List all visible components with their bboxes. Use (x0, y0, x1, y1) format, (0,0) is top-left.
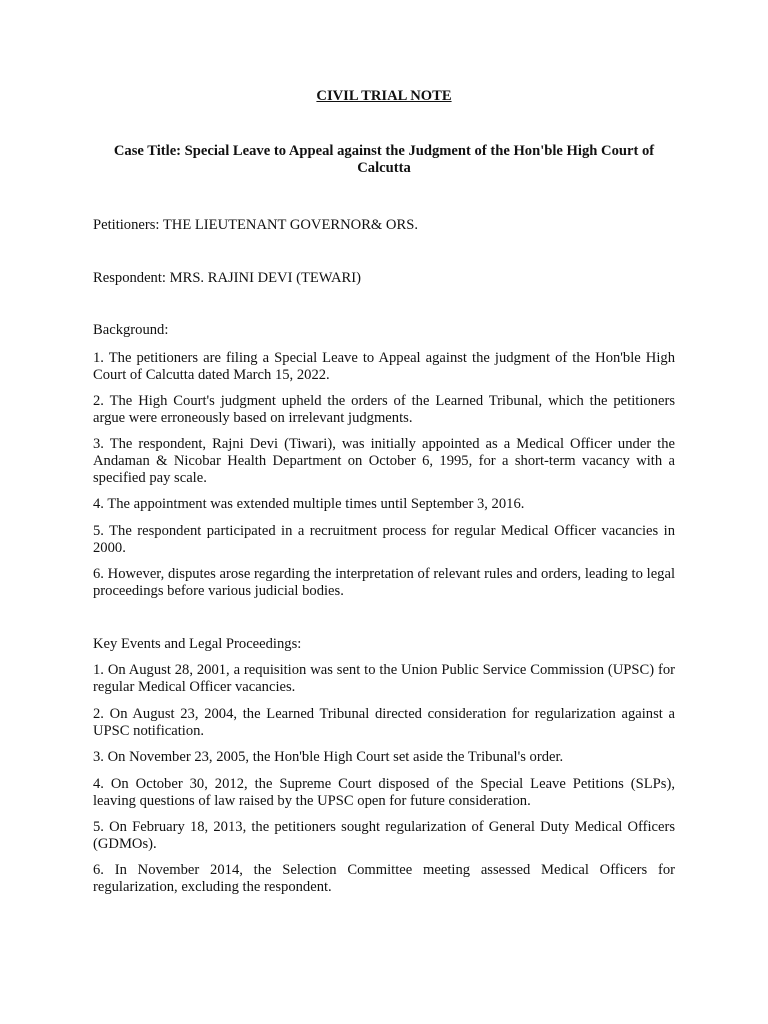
background-item-6: 6. However, disputes arose regarding the interpretation of relevant rules and orders, leading to legal proceedings before various judicial bodies. (93, 566, 675, 599)
key-event-item-4: 4. On October 30, 2012, the Supreme Court disposed of the Special Leave Petitions (SLPs), leaving questions of law raised by the UPSC open for future consideration. (93, 776, 675, 809)
key-event-item-2: 2. On August 23, 2004, the Learned Tribunal directed consideration for regularization against a UPSC notification. (93, 706, 675, 739)
case-title: Case Title: Special Leave to Appeal against the Judgment of the Hon'ble High Court of Calcutta (113, 143, 655, 176)
background-item-5: 5. The respondent participated in a recruitment process for regular Medical Officer vacancies in 2000. (93, 523, 675, 556)
background-item-2: 2. The High Court's judgment upheld the orders of the Learned Tribunal, which the petitioners argue were erroneously based on irrelevant judgments. (93, 393, 675, 426)
document-title: CIVIL TRIAL NOTE (316, 88, 452, 104)
key-event-item-1: 1. On August 28, 2001, a requisition was sent to the Union Public Service Commission (UPSC) for regular Medical Officer vacancies. (93, 662, 675, 695)
key-event-item-5: 5. On February 18, 2013, the petitioners sought regularization of General Duty Medical Officers (GDMOs). (93, 819, 675, 852)
background-item-4: 4. The appointment was extended multiple times until September 3, 2016. (93, 496, 525, 512)
background-item-1: 1. The petitioners are filing a Special Leave to Appeal against the judgment of the Hon'ble High Court of Calcutta dated March 15, 2022. (93, 350, 675, 383)
key-event-item-3: 3. On November 23, 2005, the Hon'ble High Court set aside the Tribunal's order. (93, 749, 564, 765)
petitioners-line: Petitioners: THE LIEUTENANT GOVERNOR& ORS. (93, 217, 418, 233)
key-events-heading: Key Events and Legal Proceedings: (93, 636, 302, 652)
respondent-line: Respondent: MRS. RAJINI DEVI (TEWARI) (93, 270, 361, 286)
background-item-3: 3. The respondent, Rajni Devi (Tiwari), was initially appointed as a Medical Officer under the Andaman & Nicobar Health Department on October 6, 1995, for a short-term vacancy with a specified pay scale. (93, 436, 675, 486)
background-heading: Background: (93, 322, 169, 338)
key-event-item-6: 6. In November 2014, the Selection Committee meeting assessed Medical Officers for regularization, excluding the respondent. (93, 862, 675, 895)
